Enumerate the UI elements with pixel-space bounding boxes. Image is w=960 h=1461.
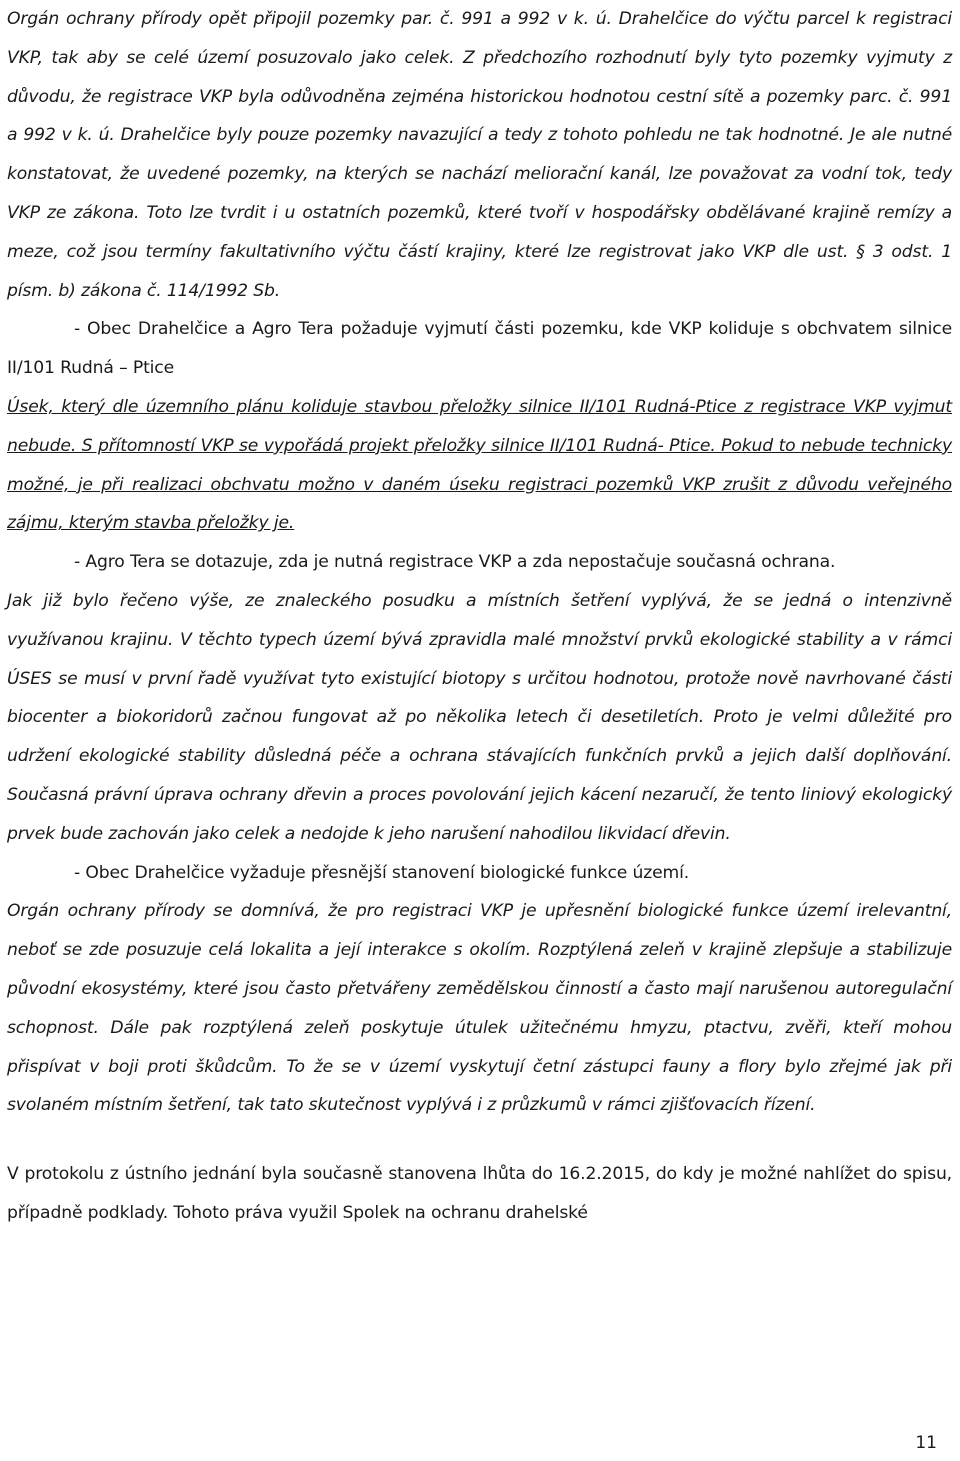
paragraph-request-obec: - Obec Drahelčice vyžaduje přesnější stanovení biologické funkce území. xyxy=(74,862,690,883)
paragraph-gap xyxy=(7,1125,952,1155)
paragraph-protocol: V protokolu z ústního jednání byla současně stanovena lhůta do 16.2.2015, do kdy je možné nahlížet do spisu, případně podklady. Tohoto práva využil Spolek na ochranu drahelské xyxy=(7,1164,952,1223)
paragraph-response-biology: Orgán ochrany přírody se domnívá, že pro registraci VKP je upřesnění biologické funkce území irelevantní, neboť se zde posuzuje celá lokalita a její interakce s okolím. Rozptýlená zeleň v krajině zlepšuje a stabilizuje původní ekosystémy, které jsou často přetvářeny zemědělskou činností a často mají narušenou autoregulační schopnost. Dále pak rozptýlená zeleň poskytuje útulek užitečnému hmyzu, ptactvu, zvěři, kteří mohou přispívat v boji proti škůdcům. To že se v území vyskytují četní zástupci fauny a flory bylo zřejmé jak při svolaném místním šetření, tak tato skutečnost vyplývá i z průzkumů v rámci zjišťovacích řízení. xyxy=(7,901,952,1116)
paragraph-request-agro: - Agro Tera se dotazuje, zda je nutná registrace VKP a zda nepostačuje současná ochrana. xyxy=(74,552,836,573)
paragraph-response-stability: Jak již bylo řečeno výše, ze znaleckého posudku a místních šetření vyplývá, že se jedná o intenzivně využívanou krajinu. V těchto typech území bývá zpravidla malé množství prvků ekologické stability a v rámci ÚSES se musí v první řadě využívat tyto existující biotopy s určitou hodnotou, protože nově navrhované části biocenter a biokoridorů začnou fungovat až po několika letech či desetiletích. Proto je velmi důležité pro udržení ekologické stability důsledná péče a ochrana stávajících funkčních prvků a jejich další doplňování. Současná právní úprava ochrany dřevin a proces povolování jejich kácení nezaručí, že tento liniový ekologický prvek bude zachován jako celek a nedojde k jeho narušení nahodilou likvidací dřevin. xyxy=(7,590,952,844)
paragraph-request-obec-agro: - Obec Drahelčice a Agro Tera požaduje vyjmutí části pozemku, kde VKP koliduje s obchvatem silnice II/101 Rudná – Ptice xyxy=(7,319,952,379)
paragraph-response-road: Úsek, který dle územního plánu koliduje stavbou přeložky silnice II/101 Rudná-Ptice z registrace VKP vyjmut nebude. S přítomností VKP se vypořádá projekt přeložky silnice II/101 Rudná- Ptice. Pokud to nebude technicky možné, je při realizaci obchvatu možno v daném úseku registraci pozemků VKP zrušit z důvodu veřejného zájmu, kterým stavba přeložky je. xyxy=(7,396,952,534)
page-number: 11 xyxy=(915,1433,937,1453)
body-text xyxy=(7,0,952,1233)
paragraph-reinclusion: Orgán ochrany přírody opět připojil pozemky par. č. 991 a 992 v k. ú. Drahelčice do výčtu parcel k registraci VKP, tak aby se celé území posuzovalo jako celek. Z předchozího rozhodnutí byly tyto pozemky vyjmuty z důvodu, že registrace VKP byla odůvodněna zejména historickou hodnotou cestní sítě a pozemky parc. č. 991 a 992 v k. ú. Drahelčice byly pouze pozemky navazující a tedy z tohoto pohledu ne tak hodnotné. Je ale nutné konstatovat, že uvedené pozemky, na kterých se nachází meliorační kanál, lze považovat za vodní tok, tedy VKP ze zákona. Toto lze tvrdit i u ostatních pozemků, které tvoří v hospodářsky obdělávané krajině remízy a meze, což jsou termíny fakultativního výčtu částí krajiny, které lze registrovat jako VKP dle ust. § 3 odst. 1 písm. b) zákona č. 114/1992 Sb. xyxy=(7,9,952,301)
